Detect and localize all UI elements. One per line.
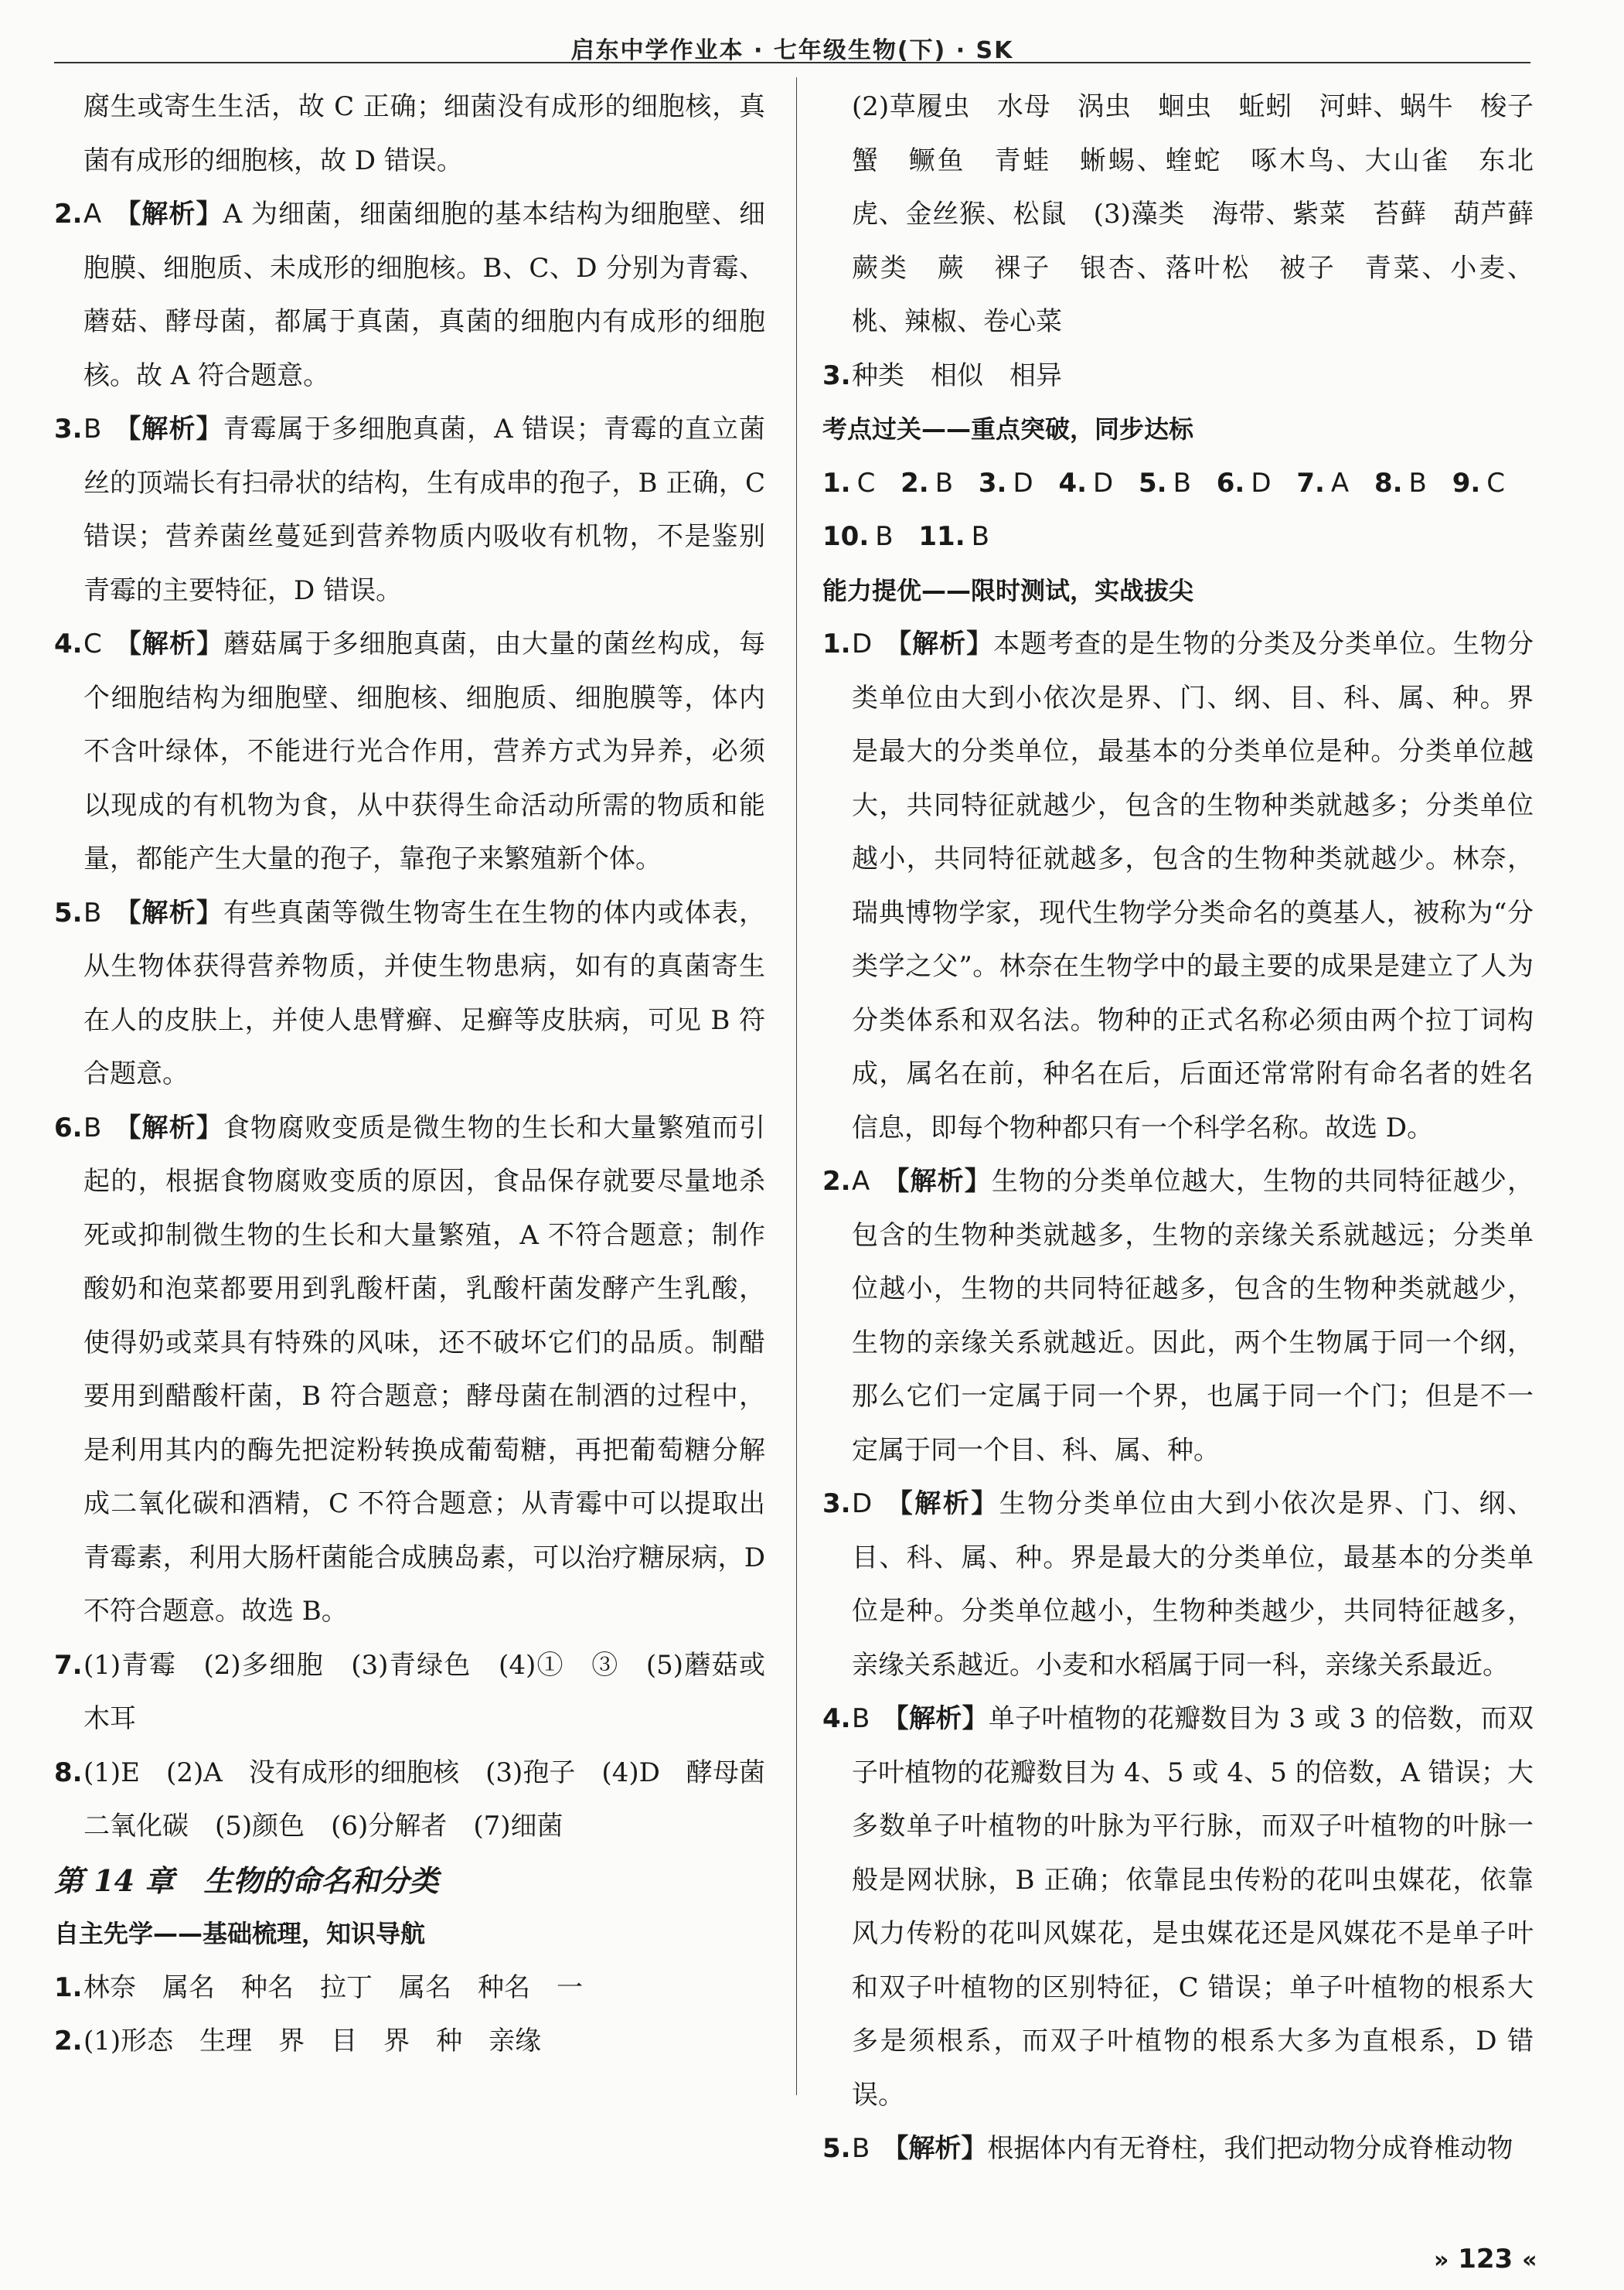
item-number: 6.	[54, 1112, 83, 1143]
section-heading: 自主先学——基础梳理，知识导航	[54, 1919, 426, 1948]
item-number: 2.	[822, 1166, 851, 1197]
section-heading: 能力提优——限时测试，实战拔尖	[822, 575, 1194, 605]
answer-value: B	[1408, 467, 1427, 499]
analysis-tag: 【解析】	[884, 1488, 999, 1519]
item-text: 单子叶植物的花瓣数目为 3 或 3 的倍数，而双子叶植物的花瓣数目为 4、5 或 4、5 的倍数，A 错误；大多数单子叶植物的叶脉为平行脉，而双子叶植物的叶脉一般是网状脉，B 正确；依靠昆虫传粉的花叫虫媒花，依靠风力传粉的花叫风媒花，是虫媒花还是风媒花不是单子叶和双子叶植物的区别特征，C 错误；单子叶植物的根系大多是须根系，而双子叶植物的根系大多为直根系，D 错误。	[852, 1703, 1534, 2111]
answer-number: 11.	[918, 521, 965, 552]
item-text: (1)形态 生理 界 目 界 种 亲缘	[83, 2026, 542, 2057]
item-answer: D	[852, 629, 873, 659]
answer-number: 3.	[978, 467, 1007, 499]
analysis-tag: 【解析】	[114, 199, 223, 230]
left-column	[54, 80, 792, 2069]
item-number: 3.	[822, 360, 851, 391]
answer-item	[54, 2015, 765, 2069]
item-answer: B	[852, 1703, 870, 1734]
answer-value: B	[875, 521, 894, 552]
item-number: 3.	[822, 1488, 851, 1519]
answer-item	[822, 618, 1534, 1155]
continued-text: (2)草履虫 水母 涡虫 蛔虫 蚯蚓 河蚌、蜗牛 梭子蟹 鳜鱼 青蛙 蜥蜴、蝰蛇 啄木鸟、大山雀 东北虎、金丝猴、松鼠 (3)藻类 海带、紫菜 苔藓 葫芦藓 蕨类 蕨 裸子 银杏、落叶松 被子 青菜、小麦、桃、辣椒、卷心菜	[852, 91, 1560, 337]
double-chevron-left-icon: «	[1522, 2247, 1537, 2274]
answer-number: 1.	[822, 467, 851, 499]
continued-answer	[822, 80, 1560, 349]
answer-item	[822, 2122, 1534, 2176]
answer-item	[54, 403, 765, 618]
answer-number: 8.	[1374, 467, 1403, 499]
item-answer: A	[83, 199, 102, 230]
answer-value: C	[1486, 467, 1506, 499]
item-answer: B	[83, 897, 102, 929]
item-answer: B	[83, 414, 102, 445]
quick-answers	[822, 457, 1534, 511]
item-text: 青霉属于多细胞真菌，A 错误；青霉的直立菌丝的顶端长有扫帚状的结构，生有成串的孢子，B 正确，C 错误；营养菌丝蔓延到营养物质内吸收有机物，不是鉴别青霉的主要特征，D 错误。	[83, 414, 765, 606]
answer-number: 5.	[1139, 467, 1167, 499]
item-answer: B	[83, 1112, 102, 1143]
item-text: 林奈 属名 种名 拉丁 属名 种名 一	[83, 1971, 583, 2003]
answer-item	[54, 1639, 765, 1746]
item-number: 5.	[54, 897, 83, 929]
continued-text: 腐生或寄生生活，故 C 正确；细菌没有成形的细胞核，真菌有成形的细胞核，故 D 错误。	[83, 91, 765, 176]
answer-number: 7.	[1296, 467, 1325, 499]
page-number-value: 123	[1458, 2244, 1513, 2275]
analysis-tag: 【解析】	[884, 629, 994, 659]
answer-value: D	[1251, 467, 1272, 499]
item-text: 根据体内有无脊柱，我们把动物分成脊椎动物	[987, 2133, 1513, 2164]
answer-item	[54, 188, 765, 403]
answer-number: 10.	[822, 521, 870, 552]
header-rule	[54, 62, 1530, 63]
item-number: 7.	[54, 1649, 83, 1681]
analysis-tag: 【解析】	[114, 629, 224, 659]
answer-value: D	[1013, 467, 1033, 499]
answer-value: B	[971, 521, 989, 552]
item-number: 8.	[54, 1757, 83, 1788]
item-text: 食物腐败变质是微生物的生长和大量繁殖而引起的，根据食物腐败变质的原因，食品保存就要尽量地杀死或抑制微生物的生长和大量繁殖，A 不符合题意；制作酸奶和泡菜都要用到乳酸杆菌，乳酸杆菌发酵产生乳酸，使得奶或菜具有特殊的风味，还不破坏它们的品质。制醋要用到醋酸杆菌，B 符合题意；酵母菌在制酒的过程中，是利用其内的酶先把淀粉转换成葡萄糖，再把葡萄糖分解成二氧化碳和酒精，C 不符合题意；从青霉中可以提取出青霉素，利用大肠杆菌能合成胰岛素，可以治疗糖尿病，D 不符合题意。故选 B。	[83, 1112, 766, 1627]
item-number: 1.	[54, 1971, 83, 2003]
item-text: 种类 相似 相异	[852, 360, 1062, 391]
answer-number: 6.	[1216, 467, 1245, 499]
item-number: 2.	[54, 2026, 83, 2057]
answer-item	[822, 1155, 1534, 1477]
item-text: 蘑菇属于多细胞真菌，由大量的菌丝构成，每个细胞结构为细胞壁、细胞核、细胞质、细胞膜等，体内不含叶绿体，不能进行光合作用，营养方式为异养，必须以现成的有机物为食，从中获得生命活动所需的物质和能量，都能产生大量的孢子，靠孢子来繁殖新个体。	[83, 629, 765, 874]
analysis-tag: 【解析】	[882, 2133, 988, 2164]
answer-number: 2.	[901, 467, 929, 499]
answer-item	[822, 1692, 1534, 2122]
page-header: 启东中学作业本 · 七年级生物(下) · SK	[570, 37, 1014, 64]
item-text: 有些真菌等微生物寄生在生物的体内或体表，从生物体获得营养物质，并使生物患病，如有的真菌寄生在人的皮肤上，并使人患臂癣、足癣等皮肤病，可见 B 符合题意。	[83, 897, 766, 1089]
answer-item	[54, 618, 765, 887]
item-number: 4.	[822, 1703, 851, 1734]
answer-item	[54, 1961, 765, 2016]
answer-value: C	[856, 467, 876, 499]
item-answer: C	[83, 629, 102, 659]
item-number: 2.	[54, 199, 83, 230]
analysis-tag: 【解析】	[882, 1703, 989, 1734]
answer-item	[54, 1746, 792, 1854]
answer-value: B	[935, 467, 954, 499]
item-number: 5.	[822, 2133, 851, 2164]
continued-explanation	[54, 80, 765, 188]
analysis-tag: 【解析】	[114, 897, 223, 929]
item-number: 4.	[54, 629, 83, 659]
item-text: (1)青霉 (2)多细胞 (3)青绿色 (4)① ③ (5)蘑菇或木耳	[83, 1649, 765, 1734]
answer-item	[822, 1477, 1534, 1692]
item-answer: D	[852, 1488, 873, 1519]
answer-item	[822, 349, 1534, 404]
item-text: A 为细菌，细菌细胞的基本结构为细胞壁、细胞膜、细胞质、未成形的细胞核。B、C、D 分别为青霉、蘑菇、酵母菌，都属于真菌，真菌的细胞内有成形的细胞核。故 A 符合题意。	[83, 199, 765, 391]
double-chevron-right-icon: »	[1434, 2247, 1449, 2274]
answer-value: B	[1173, 467, 1191, 499]
column-divider	[796, 77, 797, 2095]
answer-item	[54, 887, 765, 1102]
item-answer: A	[852, 1166, 870, 1197]
analysis-tag: 【解析】	[114, 1112, 223, 1143]
item-number: 1.	[822, 629, 851, 659]
answer-item	[54, 1102, 765, 1639]
chapter-title: 第 14 章 生物的命名和分类	[54, 1862, 439, 1898]
answer-number: 4.	[1058, 467, 1088, 499]
right-column	[822, 80, 1560, 2176]
item-text: 生物分类单位由大到小依次是界、门、纲、目、科、属、种。界是最大的分类单位，最基本的分类单位是种。分类单位越小，生物种类越少，共同特征越多，亲缘关系越近。小麦和水稻属于同一科，亲缘关系最近。	[852, 1488, 1534, 1681]
section-heading: 考点过关——重点突破，同步达标	[822, 414, 1194, 444]
item-text: 生物的分类单位越大，生物的共同特征越少，包含的生物种类就越多，生物的亲缘关系就越远；分类单位越小，生物的共同特征越多，包含的生物种类就越少，生物的亲缘关系就越近。因此，两个生物属于同一个纲，那么它们一定属于同一个界，也属于同一个门；但是不一定属于同一个目、科、属、种。	[852, 1166, 1534, 1466]
analysis-tag: 【解析】	[114, 414, 223, 445]
analysis-tag: 【解析】	[882, 1166, 992, 1197]
item-text: 本题考查的是生物的分类及分类单位。生物分类单位由大到小依次是界、门、纲、目、科、属、种。界是最大的分类单位，最基本的分类单位是种。分类单位越大，共同特征就越少，包含的生物种类就越多；分类单位越小，共同特征就越多，包含的生物种类就越少。林奈，瑞典博物学家，现代生物学分类命名的奠基人，被称为“分类学之父”。林奈在生物学中的最主要的成果是建立了人为分类体系和双名法。物种的正式名称必须由两个拉丁词构成，属名在前，种名在后，后面还常常附有命名者的姓名信息，即每个物种都只有一个科学名称。故选 D。	[852, 629, 1534, 1143]
quick-answers	[822, 510, 1534, 564]
answer-number: 9.	[1452, 467, 1481, 499]
item-text: (1)E (2)A 没有成形的细胞核 (3)孢子 (4)D 酵母菌 二氧化碳 (5)颜色 (6)分解者 (7)细菌	[83, 1757, 792, 1842]
answer-value: D	[1093, 467, 1114, 499]
page-number	[1434, 2244, 1542, 2275]
item-answer: B	[852, 2133, 870, 2164]
answer-value: A	[1330, 467, 1350, 499]
item-number: 3.	[54, 414, 83, 445]
